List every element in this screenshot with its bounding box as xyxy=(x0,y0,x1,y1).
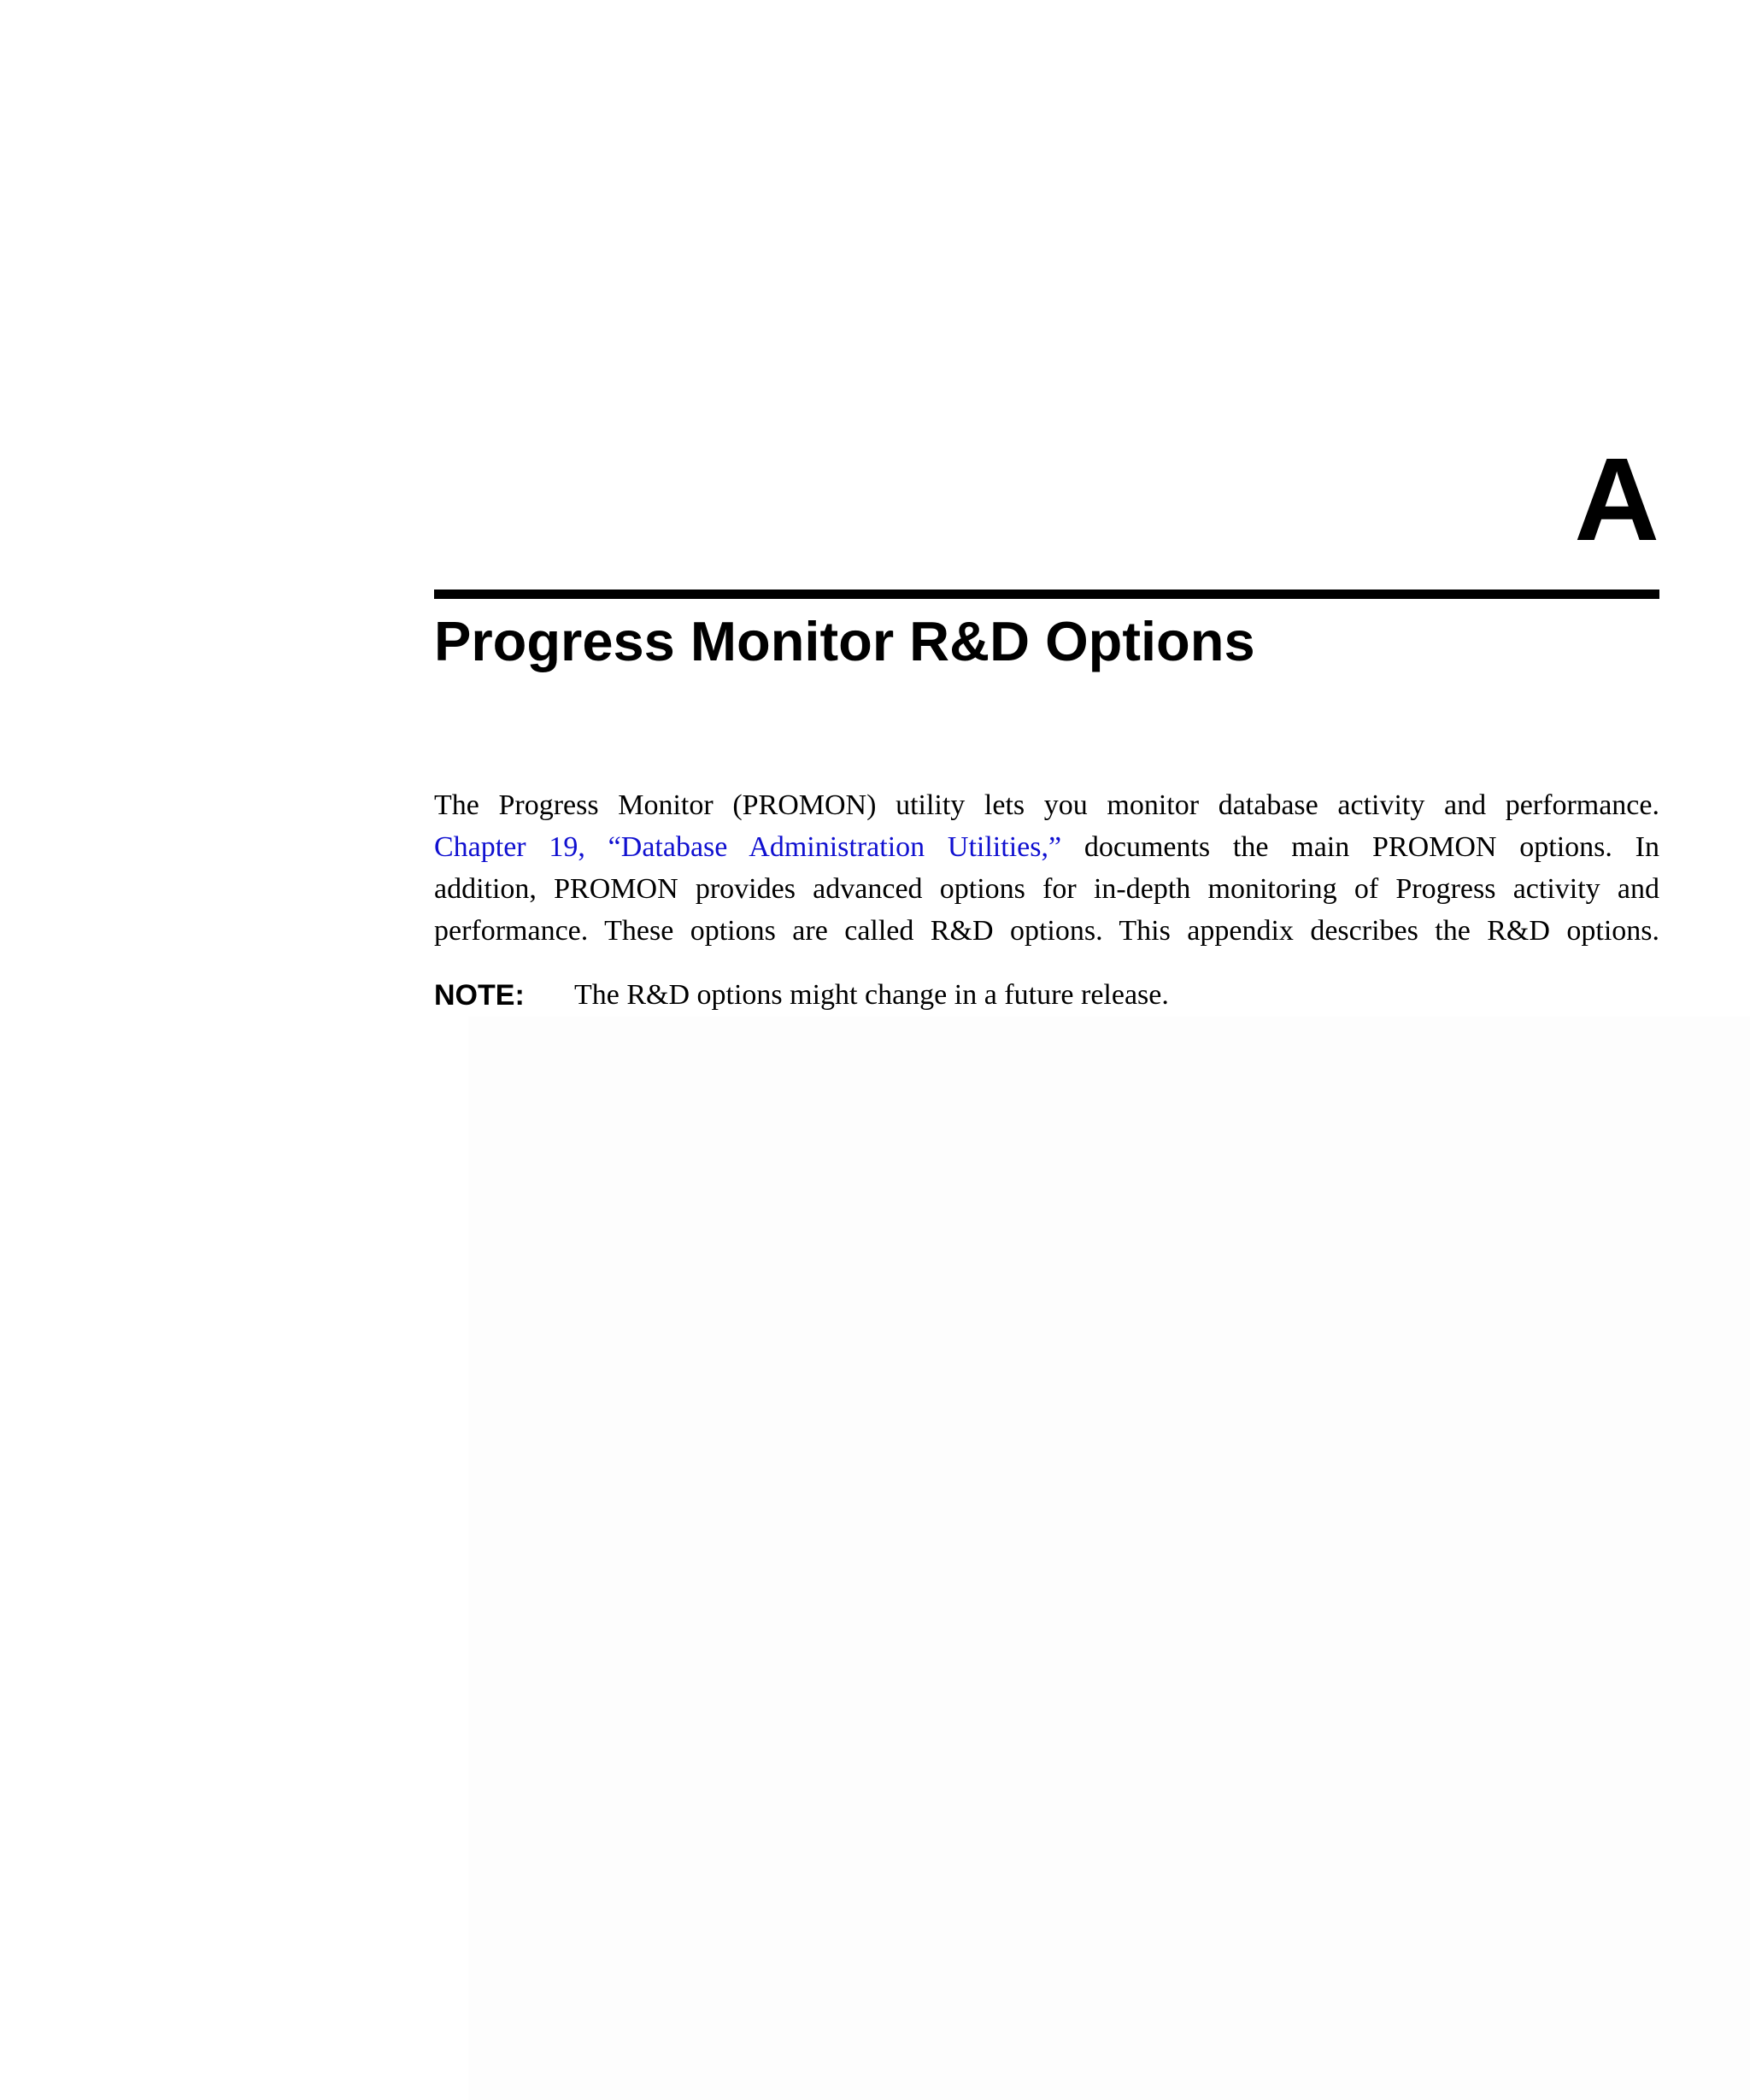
chapter-19-cross-reference-link[interactable]: Chapter 19, “Database Administration Utilities,” xyxy=(434,831,1062,863)
chapter-title: Progress Monitor R&D Options xyxy=(434,610,1255,672)
intro-line-1: The Progress Monitor (PROMON) utility lets you monitor database activity and performance. xyxy=(434,789,1659,821)
intro-line-3: addition, PROMON provides advanced options for in-depth monitoring of Progress activity and xyxy=(434,873,1659,905)
page-background-shade xyxy=(468,1017,1750,2100)
note-text: The R&D options might change in a future release. xyxy=(574,979,1169,1011)
intro-line-2-text: documents the main PROMON options. In xyxy=(1061,831,1659,863)
intro-paragraph xyxy=(434,784,1659,952)
chapter-title-rule xyxy=(434,590,1659,599)
intro-line-2 xyxy=(434,826,1659,868)
note-label: NOTE: xyxy=(434,979,525,1012)
note-block xyxy=(434,974,1659,1017)
intro-line-4: performance. These options are called R&D options. This appendix describes the R&D options. xyxy=(434,915,1659,947)
chapter-letter: A xyxy=(1574,434,1659,566)
